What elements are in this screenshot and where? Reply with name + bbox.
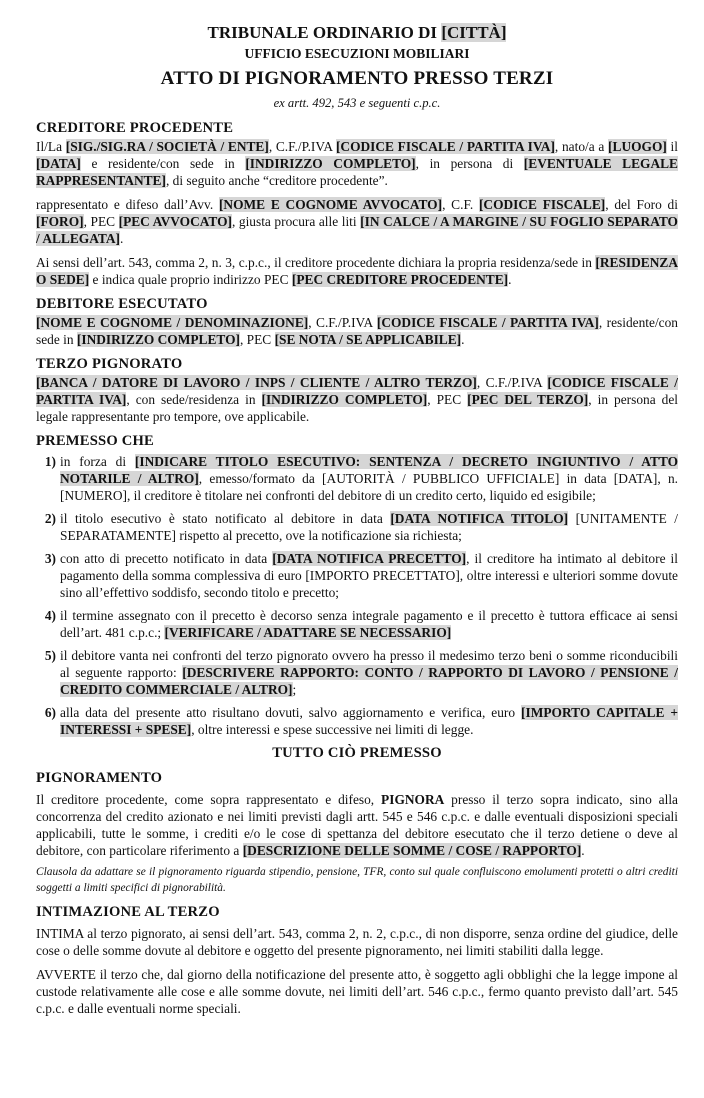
intimazione-paragraph-2: AVVERTE il terzo che, dal giorno della notificazione del presente atto, è soggetto agli obblighi che la legge impone al custode relativamente alle cose e alle somme dovute, nei limiti dell’art. 546 c.p.c., fermo quanto previsto dall’art. 545 c.p.c. e dalle eventuali norme speciali. [36,967,678,1016]
text: , di seguito anche “creditore procedente”. [165,173,388,188]
placeholder: [IMPORTO CAPITALE + INTERESSI + SPESE] [60,705,678,737]
intimazione-heading: INTIMAZIONE AL TERZO [36,904,220,920]
text: , C.F./P.IVA [476,375,548,390]
text: . [581,843,585,858]
placeholder: [PEC CREDITORE PROCEDENTE] [291,272,509,287]
text: Il creditore procedente, come sopra rappresentato e difeso, [36,792,382,807]
placeholder: [PEC DEL TERZO] [467,392,589,407]
text: , il creditore ha intimato al debitore il pagamento della somma complessiva di euro [IMPORTO PRECETTATO], oltre interessi e ulteriori somme dovute sino all’effettivo soddisfo, secondo titolo e precetto; [60,551,678,600]
placeholder: [NOME E COGNOME / DENOMINAZIONE] [36,315,309,330]
court-prefix: TRIBUNALE ORDINARIO DI [207,23,442,42]
list-item [36,510,678,544]
placeholder: [SIG./SIG.RA / SOCIETÀ / ENTE] [65,139,269,154]
item-number: 3) [44,551,56,566]
text: presso il terzo sopra indicato, sino alla concorrenza del credito azionato e nei limiti previsti dagli artt. 545 e 546 c.p.c. e dalle eventuali disposizioni speciali applicabili, tutte le somme, i crediti e/o le cose di spettanza del debitore esecutato che il terzo detiene o deve al debitore, con particolare riferimento a [36,792,679,858]
list-item [36,647,678,698]
placeholder: [EVENTUALE LEGALE RAPPRESENTANTE] [36,156,678,188]
text: , con sede/residenza in [126,392,262,407]
creditor-heading: CREDITORE PROCEDENTE [36,120,234,136]
text: rappresentato e difeso dall’Avv. [36,197,219,212]
text: , PEC [239,332,275,347]
pignora-keyword: PIGNORA [381,792,445,807]
document-title: ATTO DI PIGNORAMENTO PRESSO TERZI [160,68,554,89]
placeholder: [LUOGO] [608,139,667,154]
text: il termine assegnato con il precetto è decorso senza integrale pagamento e il precetto è tuttora efficace ai sensi dell’art. 481 c.p.c.; [60,608,678,640]
premesso-list [36,453,678,738]
list-item [36,607,678,641]
text: [UNITAMENTE / SEPARATAMENTE] rispetto al precetto, ove la notificazione sia richiesta; [60,511,678,543]
third-party-paragraph [36,374,678,425]
debtor-paragraph [36,314,678,348]
text: con atto di precetto notificato in data [60,551,273,566]
placeholder: [DATA] [36,156,81,171]
court-title [36,22,678,44]
text: e indica quale proprio indirizzo PEC [89,272,292,287]
placeholder: [BANCA / DATORE DI LAVORO / INPS / CLIENTE / ALTRO TERZO] [36,375,477,390]
text: , emesso/formato da [AUTORITÀ / PUBBLICO UFFICIALE] in data [DATA], n. [NUMERO], il creditore è titolare nei confronti del debitore di un credito certo, liquido ed esigibile; [60,471,678,503]
text: . [461,332,465,347]
placeholder: [INDIRIZZO COMPLETO] [245,156,416,171]
text: . [508,272,512,287]
text: , C.F./P.IVA [268,139,336,154]
item-number: 1) [44,454,56,469]
text: il debitore vanta nei confronti del terzo pignorato ovvero ha presso il medesimo terzo beni o somme riconducibili al seguente rapporto: [60,648,678,680]
placeholder: [PEC AVVOCATO] [118,214,232,229]
placeholder: [DATA NOTIFICA TITOLO] [390,511,569,526]
item-number: 5) [44,648,56,663]
text: , in persona di [415,156,524,171]
text: Ai sensi dell’art. 543, comma 2, n. 3, c.p.c., il creditore procedente dichiara la propria residenza/sede in [36,255,596,270]
placeholder: [DESCRIVERE RAPPORTO: CONTO / RAPPORTO DI LAVORO / PENSIONE / CREDITO COMMERCIALE / ALTRO] [60,665,678,697]
text: , C.F. [442,197,479,212]
tutto-premesso-heading: TUTTO CIÒ PREMESSO [272,745,442,761]
text: , in persona del legale rappresentante pro tempore, ove applicabile. [36,392,679,424]
placeholder: [CODICE FISCALE / PARTITA IVA] [36,375,678,407]
pignoramento-paragraph [36,791,678,859]
placeholder: [CODICE FISCALE / PARTITA IVA] [335,139,555,154]
placeholder: [NOME E COGNOME AVVOCATO] [218,197,443,212]
text: alla data del presente atto risultano dovuti, salvo aggiornamento e verifica, euro [60,705,522,720]
list-item [36,704,678,738]
placeholder: [RESIDENZA O SEDE] [36,255,678,287]
placeholder: [SE NOTA / SE APPLICABILE] [274,332,462,347]
third-party-heading: TERZO PIGNORATO [36,356,183,372]
placeholder: [DESCRIZIONE DELLE SOMME / COSE / RAPPORTO] [242,843,582,858]
item-text [60,453,678,504]
item-text [60,647,678,698]
placeholder: [CODICE FISCALE] [478,197,606,212]
text: , nato/a a [554,139,609,154]
text: il titolo esecutivo è stato notificato al debitore in data [60,511,391,526]
item-number: 6) [44,705,56,720]
text: e residente/con sede in [80,156,246,171]
placeholder: [FORO] [36,214,84,229]
placeholder: [DATA NOTIFICA PRECETTO] [272,551,467,566]
text: . [119,231,124,246]
text: , residente/con sede in [36,315,678,347]
pignoramento-heading: PIGNORAMENTO [36,770,163,786]
creditor-paragraph-1 [36,138,678,189]
text: , oltre interessi e spese successive nei limiti di legge. [191,722,474,737]
placeholder: [INDICARE TITOLO ESECUTIVO: SENTENZA / DECRETO INGIUNTIVO / ATTO NOTARILE / ALTRO] [60,454,678,486]
item-number: 2) [44,511,56,526]
item-text [60,607,678,641]
item-text [60,550,678,601]
text: ; [292,682,297,697]
intimazione-paragraph-1: INTIMA al terzo pignorato, ai sensi dell’art. 543, comma 2, n. 2, c.p.c., di non disporre, senza ordine del giudice, delle cose o delle somme dovute al debitore e oggetto del presente pignoramento, nei limiti stabiliti dalla legge. [36,926,678,958]
office-title: UFFICIO ESECUZIONI MOBILIARI [244,46,470,61]
text: il [666,139,678,154]
placeholder: [CODICE FISCALE / PARTITA IVA] [376,315,599,330]
placeholder: [INDIRIZZO COMPLETO] [76,332,240,347]
item-text [60,704,678,738]
text: , giusta procura alle liti [232,214,361,229]
list-item [36,550,678,601]
text: , del Foro di [605,197,678,212]
item-number: 4) [44,608,56,623]
text: , C.F./P.IVA [308,315,377,330]
placeholder: [IN CALCE / A MARGINE / SU FOGLIO SEPARATO / ALLEGATA] [36,214,678,246]
pignoramento-note: Clausola da adattare se il pignoramento riguarda stipendio, pensione, TFR, conto sul quale confluiscono emolumenti protetti o altri crediti soggetti a limiti specifici di pignorabilità. [36,866,678,894]
item-text [60,510,678,544]
text: , PEC [427,392,468,407]
document-subtitle: ex artt. 492, 543 e seguenti c.p.c. [273,96,441,110]
debtor-heading: DEBITORE ESECUTATO [36,296,208,312]
text: Il/La [36,139,66,154]
placeholder: [INDIRIZZO COMPLETO] [261,392,428,407]
placeholder: [VERIFICARE / ADATTARE SE NECESSARIO] [164,625,452,640]
text: , PEC [83,214,119,229]
premesso-heading: PREMESSO CHE [36,433,154,449]
placeholder-city: [CITTÀ] [441,23,507,42]
list-item [36,453,678,504]
creditor-paragraph-2 [36,196,678,247]
text: in forza di [60,454,135,469]
creditor-paragraph-3 [36,254,678,288]
